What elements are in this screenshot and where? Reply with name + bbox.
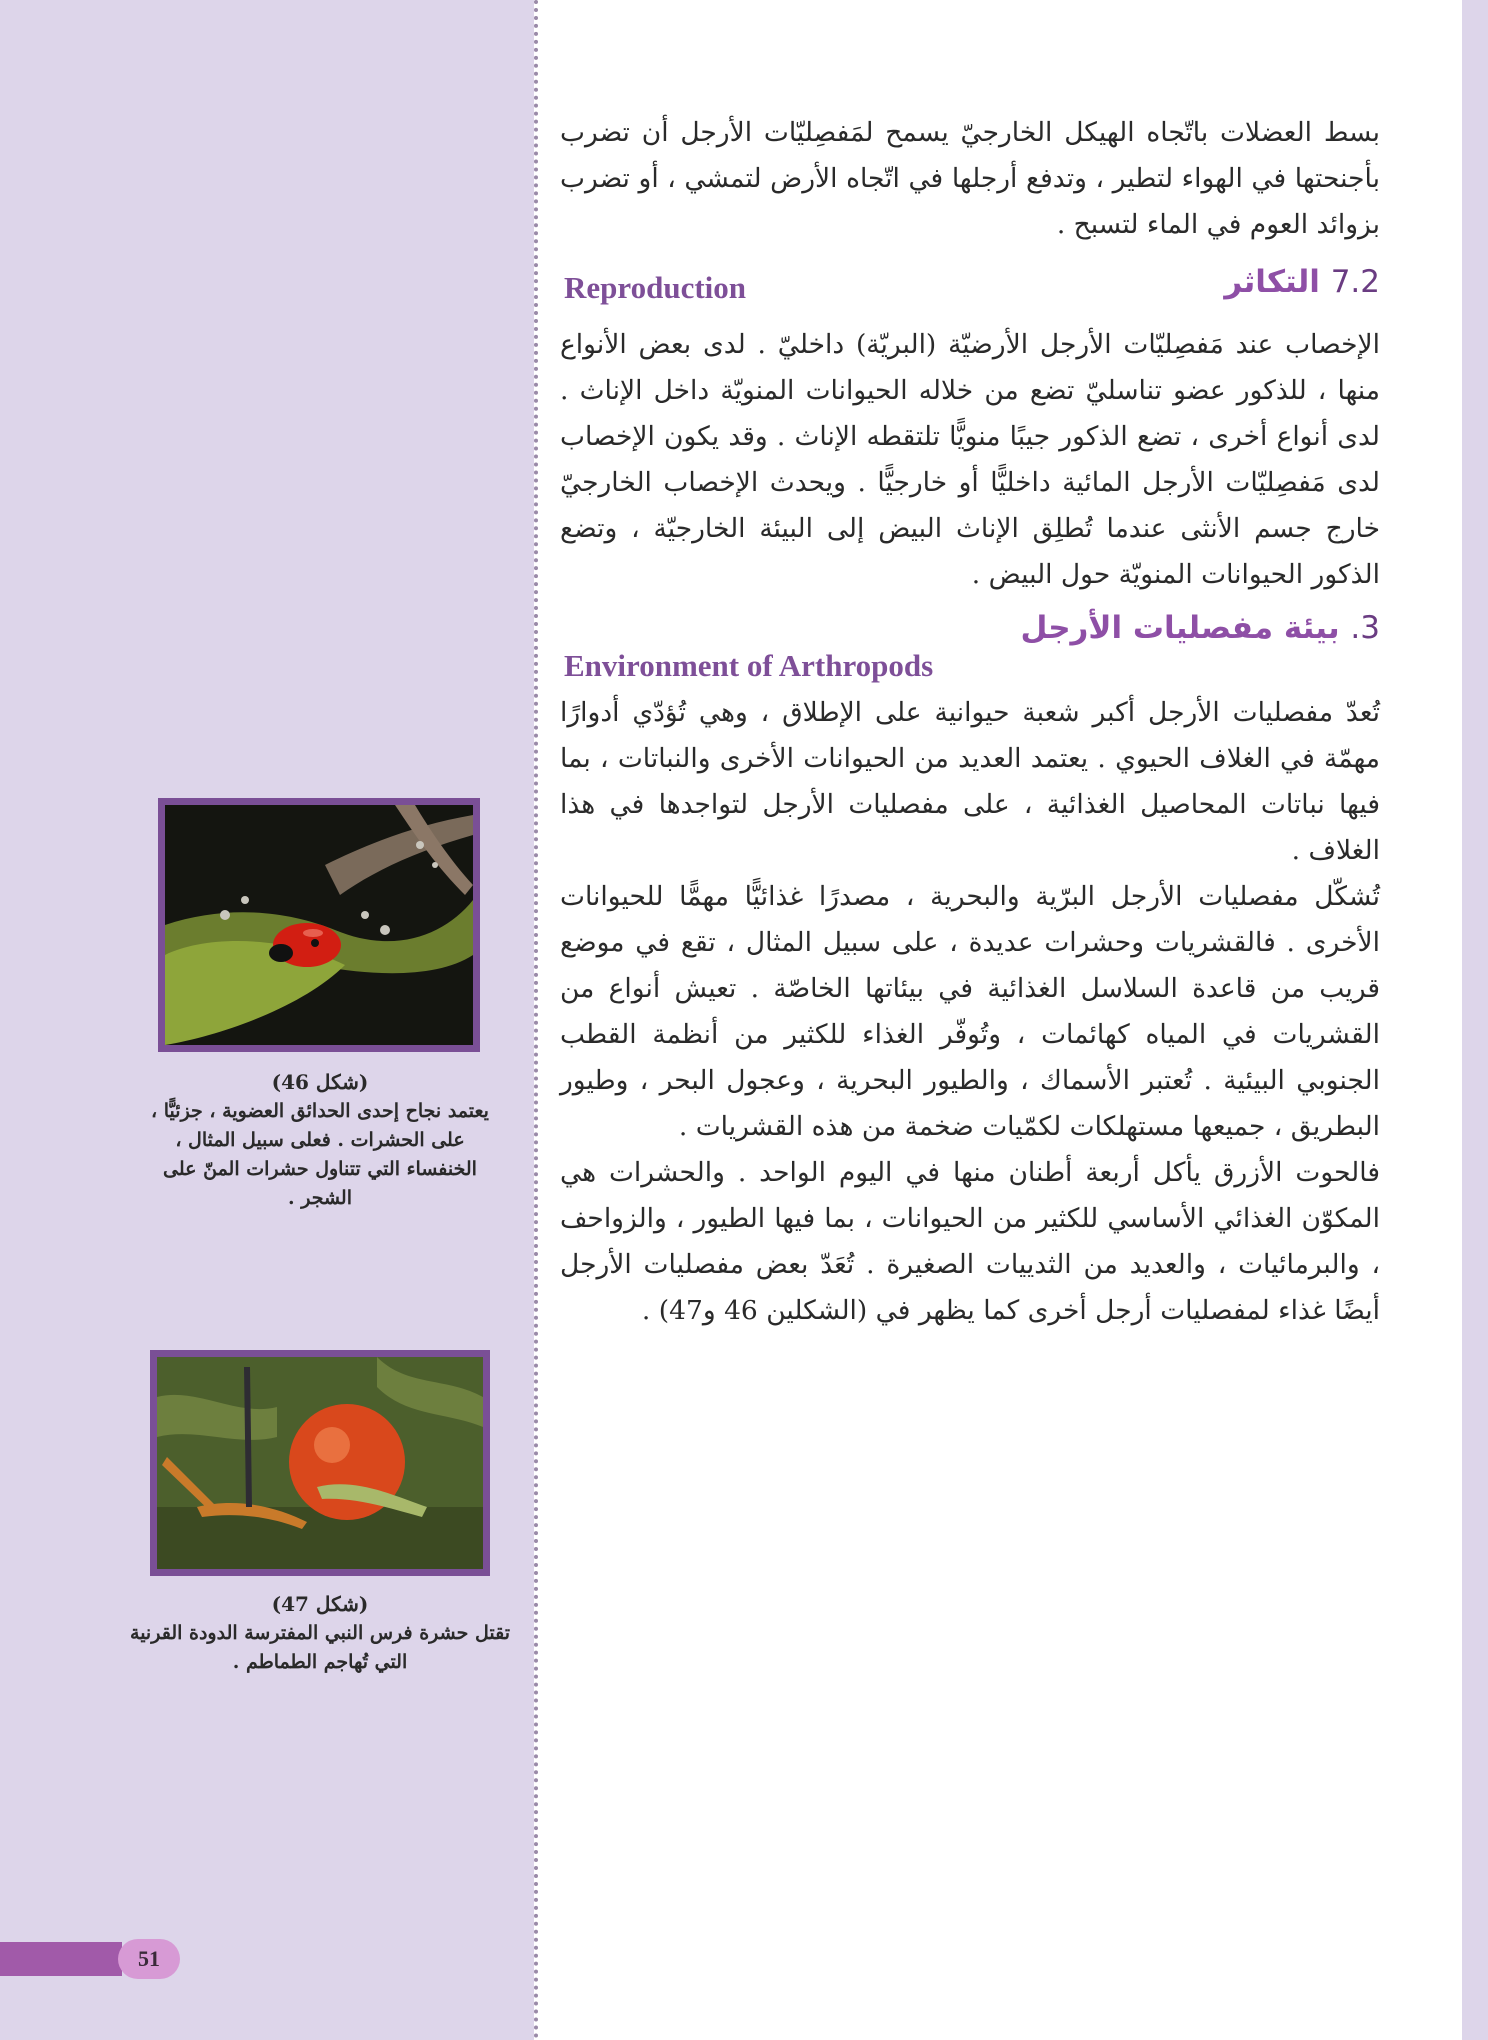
figure-47-label: (شكل 47) <box>271 1592 369 1616</box>
environment-paragraph-3: فالحوت الأزرق يأكل أربعة أطنان منها في اليوم الواحد . والحشرات هي المكوّن الغذائي الأساسي للكثير من الحيوانات ، بما فيها الطيور ، والزواحف ، والبرمائيات ، والعديد من الثدييات الصغيرة . تُعَدّ بعض مفصليات الأرجل أيضًا غذاء لمفصليات أرجل أخرى كما يظهر في (الشكلين 46 و47) . <box>560 1157 1380 1326</box>
environment-paragraph-2: تُشكّل مفصليات الأرجل البرّية والبحرية ، مصدرًا غذائيًّا مهمًّا للحيوانات الأخرى . فالقشريات وحشرات عديدة ، على سبيل المثال ، تقع في موضع قريب من قاعدة السلاسل الغذائية في بيئاتها الخاصّة . تعيش أنواع من القشريات في المياه كهائمات ، وتُوفّر الغذاء للكثير من أنظمة القطب الجنوبي البيئية . تُعتبر الأسماك ، والطيور البحرية ، وعجول البحر ، وطيور البطريق ، جميعها مستهلكات لكمّيات ضخمة من هذه القشريات . <box>560 881 1380 1142</box>
figure-47-caption-text: تقتل حشرة فرس النبي المفترسة الدودة القرنية التي تُهاجم الطماطم . <box>130 1622 510 1673</box>
figure-47-caption <box>130 1590 510 1677</box>
figure-46-label: (شكل 46) <box>271 1070 369 1094</box>
section-7-2-title-ar <box>1224 264 1380 300</box>
page-number: 51 <box>118 1939 180 1979</box>
intro-paragraph: بسط العضلات باتّجاه الهيكل الخارجيّ يسمح لمَفصِليّات الأرجل أن تضرب بأجنحتها في الهواء لتطير ، وتدفع أرجلها في اتّجاه الأرض لتمشي ، أو تضرب بزوائد العوم في الماء لتسبح . <box>560 117 1380 240</box>
section-7-2-title-en: Reproduction <box>564 270 747 305</box>
section-3-number: 3. <box>1350 610 1380 646</box>
mantis-tomato-illustration <box>157 1357 483 1569</box>
right-edge-strip <box>1462 0 1488 2040</box>
page-number-bar <box>0 1942 122 1976</box>
dotted-divider <box>534 0 538 2040</box>
section-7-2-heading <box>560 262 1380 322</box>
figure-46-image <box>158 798 480 1052</box>
main-text-column <box>560 110 1380 1334</box>
figure-47-image <box>150 1350 490 1576</box>
figure-46-caption-text: يعتمد نجاح إحدى الحدائق العضوية ، جزئيًّا ، على الحشرات . فعلى سبيل المثال ، الخنفساء التي تتناول حشرات المنّ على الشجر . <box>151 1100 489 1209</box>
reproduction-paragraph: الإخصاب عند مَفصِليّات الأرجل الأرضيّة (البريّة) داخليّ . لدى بعض الأنواع منها ، للذكور عضو تناسليّ تضع من خلاله الحيوانات المنويّة داخل الإناث . لدى أنواع أخرى ، تضع الذكور جيبًا منويًّا تلتقطه الإناث . وقد يكون الإخصاب لدى مَفصِليّات الأرجل المائية داخليًّا أو خارجيًّا . ويحدث الإخصاب الخارجيّ خارج جسم الأنثى عندما تُطلِق الإناث البيض إلى البيئة الخارجيّة ، وتضع الذكور الحيوانات المنويّة حول البيض . <box>560 329 1380 590</box>
section-7-2-title-text: التكاثر <box>1224 264 1320 300</box>
section-7-2-number: 7.2 <box>1330 264 1380 300</box>
section-3-title-ar <box>560 610 1380 646</box>
ladybug-illustration <box>165 805 473 1045</box>
environment-paragraph-1: تُعدّ مفصليات الأرجل أكبر شعبة حيوانية على الإطلاق ، وهي تُؤدّي أدوارًا مهمّة في الغلاف الحيوي . يعتمد العديد من الحيوانات الأخرى والنباتات ، بما فيها نباتات المحاصيل الغذائية ، على مفصليات الأرجل لتواجدها في هذا الغلاف . <box>560 697 1380 866</box>
section-3-title-text: بيئة مفصليات الأرجل <box>1020 610 1340 646</box>
figure-46-caption <box>140 1068 500 1213</box>
section-3-title-en: Environment of Arthropods <box>564 648 934 683</box>
